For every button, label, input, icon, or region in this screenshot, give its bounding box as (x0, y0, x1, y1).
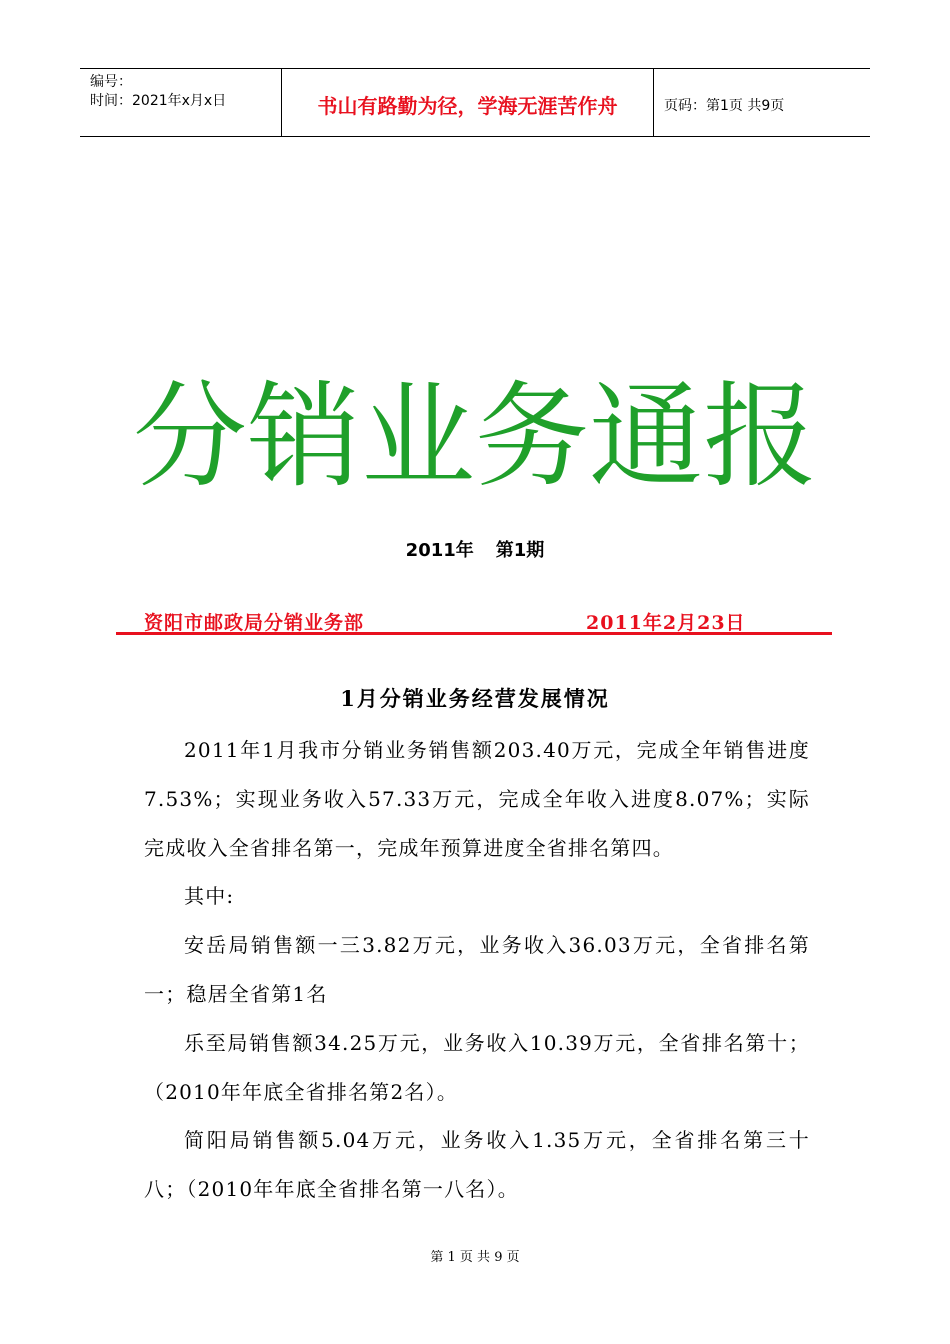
header-motto: 书山有路勤为径，学海无涯苦作舟 (281, 69, 654, 136)
paragraph-anyue: 安岳局销售额一三3.82万元，业务收入36.03万元，全省排名第一；稳居全省第1名 (144, 933, 810, 1006)
header-page-info: 页码：第1页 共9页 (664, 97, 785, 114)
paragraph-intro: 其中: (184, 884, 235, 909)
department-date-line (116, 608, 832, 635)
number-label: 编号： (90, 74, 132, 90)
bulletin-title: 分销业务通报 (132, 370, 817, 503)
paragraph-jianyang: 简阳局销售额5.04万元，业务收入1.35万元，全省排名第三十八；（2010年年底全省排名第一八名）。 (144, 1128, 810, 1202)
issue-line (0, 536, 950, 562)
paragraph-summary: 2011年1月我市分销业务销售额203.40万元，完成全年销售进度7.53%；实现业务收入57.33万元，完成全年收入进度8.07%；实际完成收入全省排名第一，完成年预算进度全省排名第四。 (144, 738, 810, 860)
issue-number: 第1期 (495, 540, 545, 561)
page-footer: 第 1 页 共 9 页 (430, 1250, 520, 1265)
document-header (80, 68, 870, 137)
body-text (144, 726, 810, 1214)
publish-date: 2011年2月23日 (586, 612, 746, 634)
department-name: 资阳市邮政局分销业务部 (144, 612, 365, 634)
header-meta (80, 69, 281, 136)
paragraph-lezhi: 乐至局销售额34.25万元，业务收入10.39万元，全省排名第十；（2010年年底全省排名第2名）。 (144, 1030, 810, 1104)
issue-year: 2011年 (405, 540, 474, 561)
section-title: 1月分销业务经营发展情况 (340, 686, 610, 711)
time-label: 时间：2021年x月x日 (90, 93, 227, 109)
